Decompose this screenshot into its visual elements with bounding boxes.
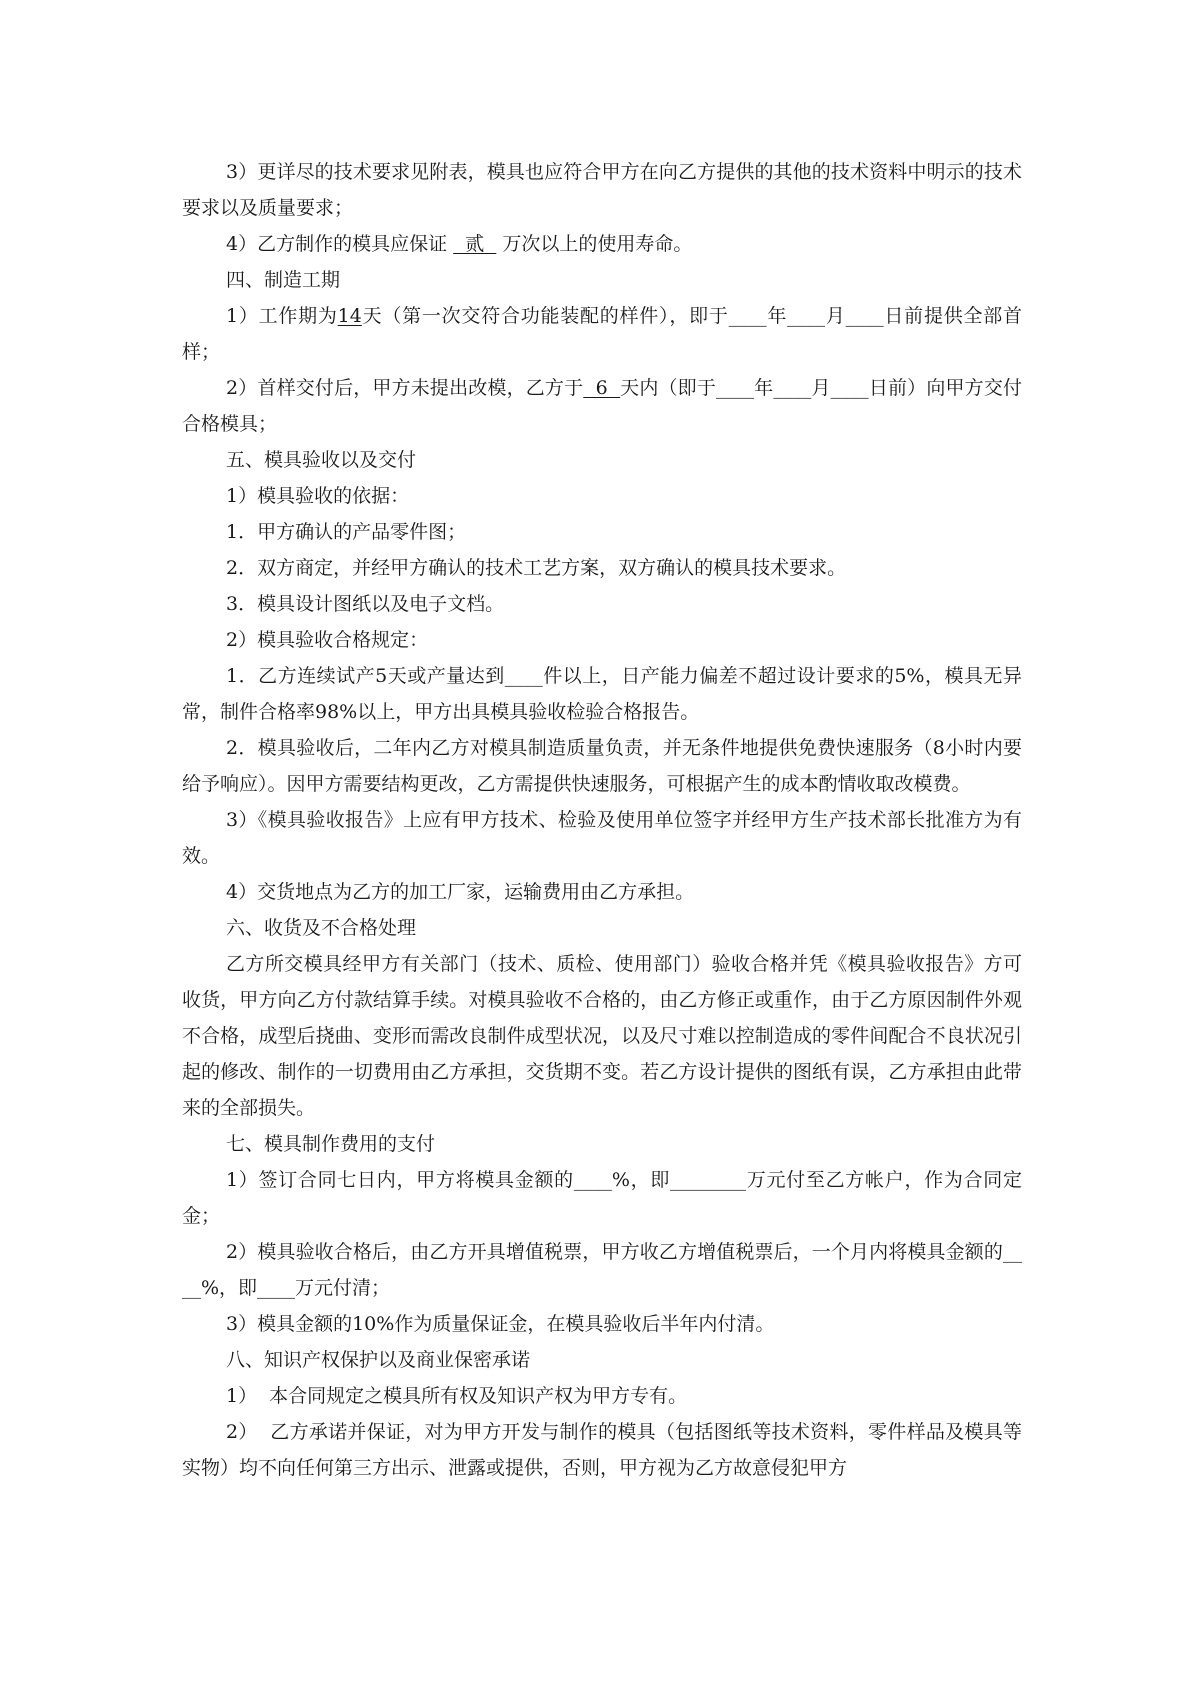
list-item-warranty: 2．模具验收后，二年内乙方对模具制造质量负责，并无条件地提供免费快速服务（8小时内要给予响应）。因甲方需要结构更改，乙方需提供快速服务，可根据产生的成本酌情收取改模费。 — [182, 737, 1022, 795]
paragraph-ownership: 1） 本合同规定之模具所有权及知识产权为甲方专有。 — [226, 1385, 688, 1407]
section-heading-ip: 八、知识产权保护以及商业保密承诺 — [226, 1349, 531, 1371]
work-period-text-post: 天（第一次交符合功能装配的样件），即于____年____月____日前提供全部首样； — [182, 305, 1022, 363]
paragraph-acceptance-basis: 1）模具验收的依据： — [226, 485, 410, 507]
section-heading-acceptance: 五、模具验收以及交付 — [226, 449, 417, 471]
delivery-text-pre: 2）首样交付后，甲方未提出改模，乙方于 — [226, 377, 584, 399]
work-period-text-pre: 1）工作期为 — [226, 305, 338, 327]
paragraph-acceptance-rules: 2）模具验收合格规定： — [226, 629, 429, 651]
section-heading-receipt: 六、收货及不合格处理 — [226, 917, 417, 939]
work-period-days: 14 — [337, 305, 362, 327]
list-item-part-drawing: 1．甲方确认的产品零件图； — [226, 521, 467, 543]
service-life-text-post: 万次以上的使用寿命。 — [496, 233, 693, 255]
paragraph-delivery-location: 4）交货地点为乙方的加工厂家，运输费用由乙方承担。 — [226, 881, 695, 903]
contract-body — [182, 154, 1022, 1486]
paragraph-confidentiality: 2） 乙方承诺并保证，对为甲方开发与制作的模具（包括图纸等技术资料，零件样品及模具等实物）均不向任何第三方出示、泄露或提供，否则，甲方视为乙方故意侵犯甲方 — [182, 1421, 1022, 1479]
paragraph-receipt-handling: 乙方所交模具经甲方有关部门（技术、质检、使用部门）验收合格并凭《模具验收报告》方可收货，甲方向乙方付款结算手续。对模具验收不合格的，由乙方修正或重作，由于乙方原因制件外观不合格，成型后挠曲、变形而需改良制件成型状况，以及尺寸难以控制造成的零件间配合不良状况引起的修改、制作的一切费用由乙方承担，交货期不变。若乙方设计提供的图纸有误，乙方承担由此带来的全部损失。 — [182, 953, 1022, 1119]
paragraph-acceptance-report: 3）《模具验收报告》上应有甲方技术、检验及使用单位签字并经甲方生产技术部长批准方为有效。 — [182, 809, 1022, 867]
section-heading-schedule: 四、制造工期 — [226, 269, 341, 291]
paragraph-first-sample-delivery — [182, 370, 1022, 442]
list-item-design-drawings: 3．模具设计图纸以及电子文档。 — [226, 593, 505, 615]
paragraph-final-payment: 2）模具验收合格后，由乙方开具增值税票，甲方收乙方增值税票后，一个月内将模具金额的____%，即____万元付清； — [182, 1241, 1022, 1299]
list-item-process-plan: 2．双方商定，并经甲方确认的技术工艺方案，双方确认的模具技术要求。 — [226, 557, 847, 579]
list-item-trial-production: 1．乙方连续试产5天或产量达到____件以上，日产能力偏差不超过设计要求的5%，模具无异常，制件合格率98%以上，甲方出具模具验收检验合格报告。 — [182, 665, 1022, 723]
delivery-days: 6 — [583, 377, 621, 399]
section-heading-payment: 七、模具制作费用的支付 — [226, 1133, 436, 1155]
paragraph-deposit: 1）签订合同七日内，甲方将模具金额的____%，即________万元付至乙方帐户，作为合同定金； — [182, 1169, 1022, 1227]
delivery-text-post: 天内（即于____年____月____日前）向甲方交付合格模具； — [182, 377, 1022, 435]
service-life-value: 贰 — [453, 233, 497, 255]
paragraph-tech-requirements: 3）更详尽的技术要求见附表，模具也应符合甲方在向乙方提供的其他的技术资料中明示的技术要求以及质量要求； — [182, 161, 1022, 219]
paragraph-service-life — [182, 226, 1022, 262]
paragraph-quality-deposit: 3）模具金额的10%作为质量保证金，在模具验收后半年内付清。 — [226, 1313, 775, 1335]
paragraph-work-period — [182, 298, 1022, 370]
service-life-text-pre: 4）乙方制作的模具应保证 — [226, 233, 454, 255]
